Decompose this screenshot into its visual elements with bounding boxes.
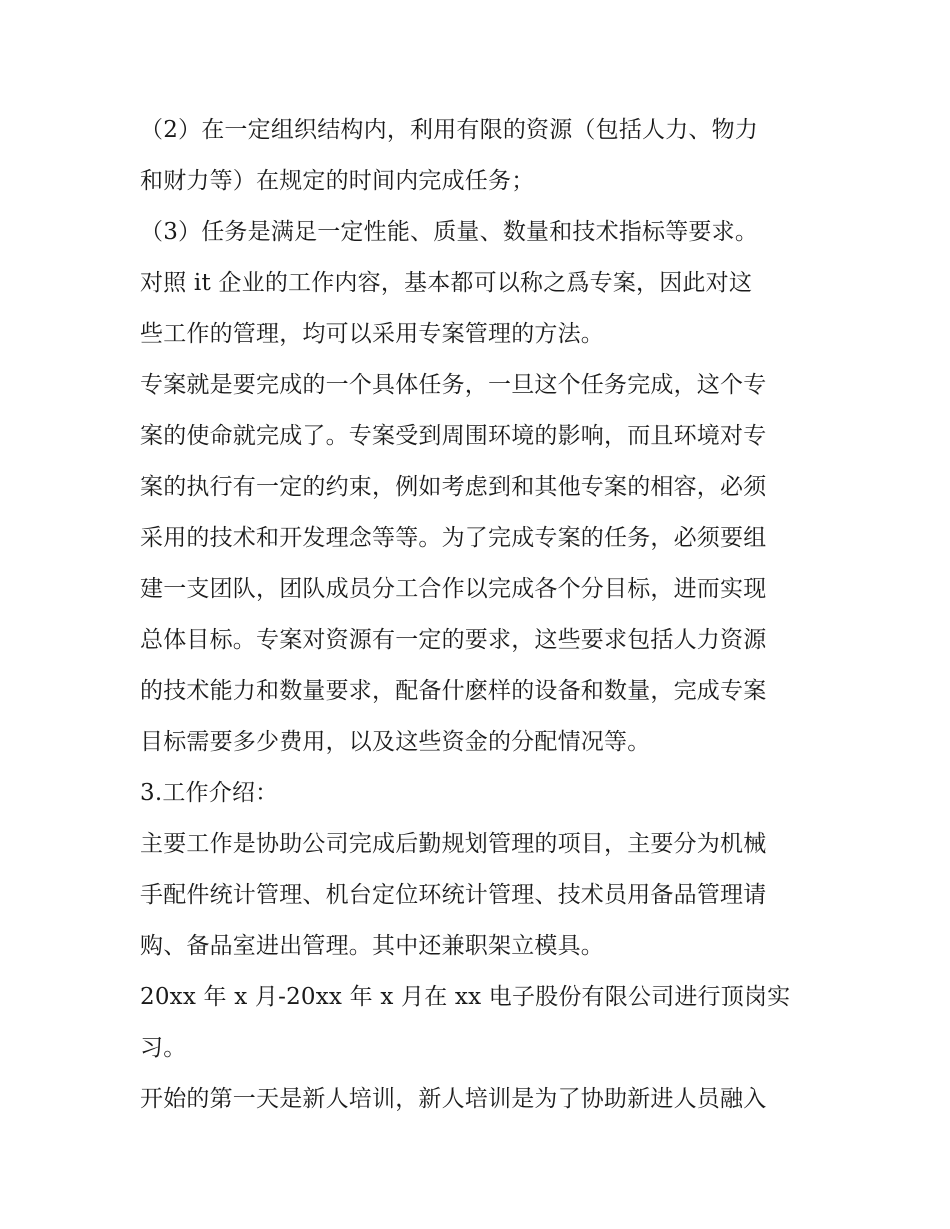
text-line: 的技术能力和数量要求，配备什麽样的设备和数量，完成专案: [140, 678, 767, 704]
text-line: （2）在一定组织结构内，利用有限的资源（包括人力、物力: [140, 117, 759, 143]
text-line: 采用的技术和开发理念等等。为了完成专案的任务，必须要组: [140, 525, 767, 551]
section-heading: 3.工作介绍：: [140, 780, 279, 806]
text-line: 些工作的管理，均可以采用专案管理的方法。: [140, 321, 604, 347]
text-line: 案的执行有一定的约束，例如考虑到和其他专案的相容，必须: [140, 474, 767, 500]
text-line: 主要工作是协助公司完成后勤规划管理的项目，主要分为机械: [140, 831, 767, 857]
text-line: 和财力等）在规定的时间内完成任务；: [140, 168, 535, 194]
text-line: 开始的第一天是新人培训，新人培训是为了协助新进人员融入: [140, 1086, 767, 1112]
text-line: 专案就是要完成的一个具体任务，一旦这个任务完成，这个专: [140, 372, 767, 398]
text-line: （3）任务是满足一定性能、质量、数量和技术指标等要求。: [140, 219, 759, 245]
document-body: [140, 105, 820, 1125]
text-line: 对照 it 企业的工作内容，基本都可以称之爲专案，因此对这: [140, 270, 753, 296]
text-line: 总体目标。专案对资源有一定的要求，这些要求包括人力资源: [140, 627, 767, 653]
text-line: 20xx 年 x 月-20xx 年 x 月在 xx 电子股份有限公司进行顶岗实: [140, 984, 791, 1010]
text-line: 建一支团队，团队成员分工合作以完成各个分目标，进而实现: [140, 576, 767, 602]
text-line: 习。: [140, 1035, 187, 1061]
text-line: 目标需要多少费用，以及这些资金的分配情况等。: [140, 729, 651, 755]
text-line: 购、备品室进出管理。其中还兼职架立模具。: [140, 933, 604, 959]
text-line: 手配件统计管理、机台定位环统计管理、技术员用备品管理请: [140, 882, 767, 908]
text-line: 案的使命就完成了。专案受到周围环境的影响，而且环境对专: [140, 423, 767, 449]
